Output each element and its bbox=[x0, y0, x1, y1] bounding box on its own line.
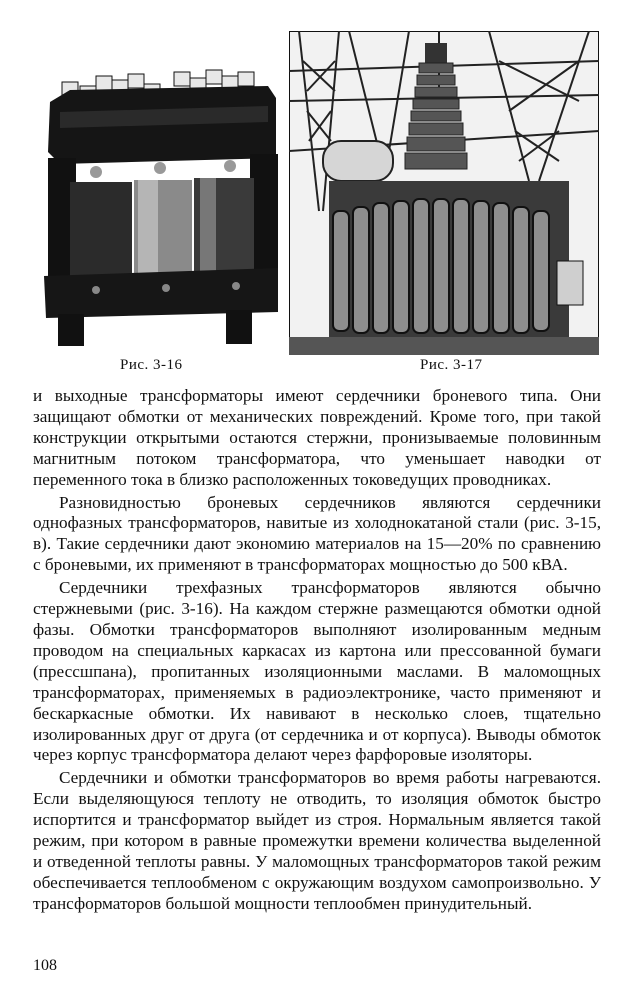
paragraph-4: Сердечники и обмотки трансформаторов во время работы нагреваются. Если выделяющуюся теплоту не отводить, то изоляция обмоток быстро испортится и трансформатор выйдет из строя. Нормальным является такой режим, при котором в равные промежутки времени количества выделенной и отведенной теплоты равны. У маломощных трансформаторов такой режим обеспечивается теплообменом с окружающим воздухом самопроизвольно. У трансформаторов большой мощности теплообмен принудительный. bbox=[33, 768, 601, 913]
body-text bbox=[33, 386, 601, 915]
paragraph-3: Сердечники трехфазных трансформаторов являются обычно стержневыми (рис. 3-16). На каждом стержне размещаются обмотки одной фазы. Обмотки трансформаторов выполняют изолированным медным проводом на специальных каркасах из картона или прессованной бумаги (прессшпана), пропитанных изоляционными маслами. В маломощных трансформаторах, применяемых в радиоэлектронике, часто применяют и бескаркасные обмотки. Их навивают в несколько слоев, тщательно изолированных друг от друга (от сердечника и от корпуса). Выводы обмоток через корпус трансформатора делают через фарфоровые изоляторы. bbox=[33, 578, 601, 765]
figure-3-17-caption: Рис. 3-17 bbox=[420, 357, 483, 373]
figure-3-16-caption: Рис. 3-16 bbox=[120, 357, 183, 373]
power-transformer-substation-image bbox=[289, 31, 599, 355]
paragraph-1: и выходные трансформаторы имеют сердечники броневого типа. Они защищают обмотки от механических повреждений. Кроме того, при такой конструкции открытыми остаются стержни, пронизываемые половинным магнитным потоком трансформатора, что уменьшает наводки от переменного тока в близко расположенных токоведущих проводниках. bbox=[33, 386, 601, 489]
figure-3-16 bbox=[40, 62, 280, 348]
paragraph-2: Разновидностью броневых сердечников являются сердечники однофазных трансформаторов, навитые из холоднокатаной стали (рис. 3-15, в). Такие сердечники дают экономию материалов на 15—20% по сравнению с броневыми, их применяют в трансформаторах мощностью до 500 кВА. bbox=[33, 492, 601, 575]
figure-3-17 bbox=[289, 31, 599, 355]
transformer-three-phase-image bbox=[40, 62, 280, 348]
page-number: 108 bbox=[33, 957, 57, 974]
